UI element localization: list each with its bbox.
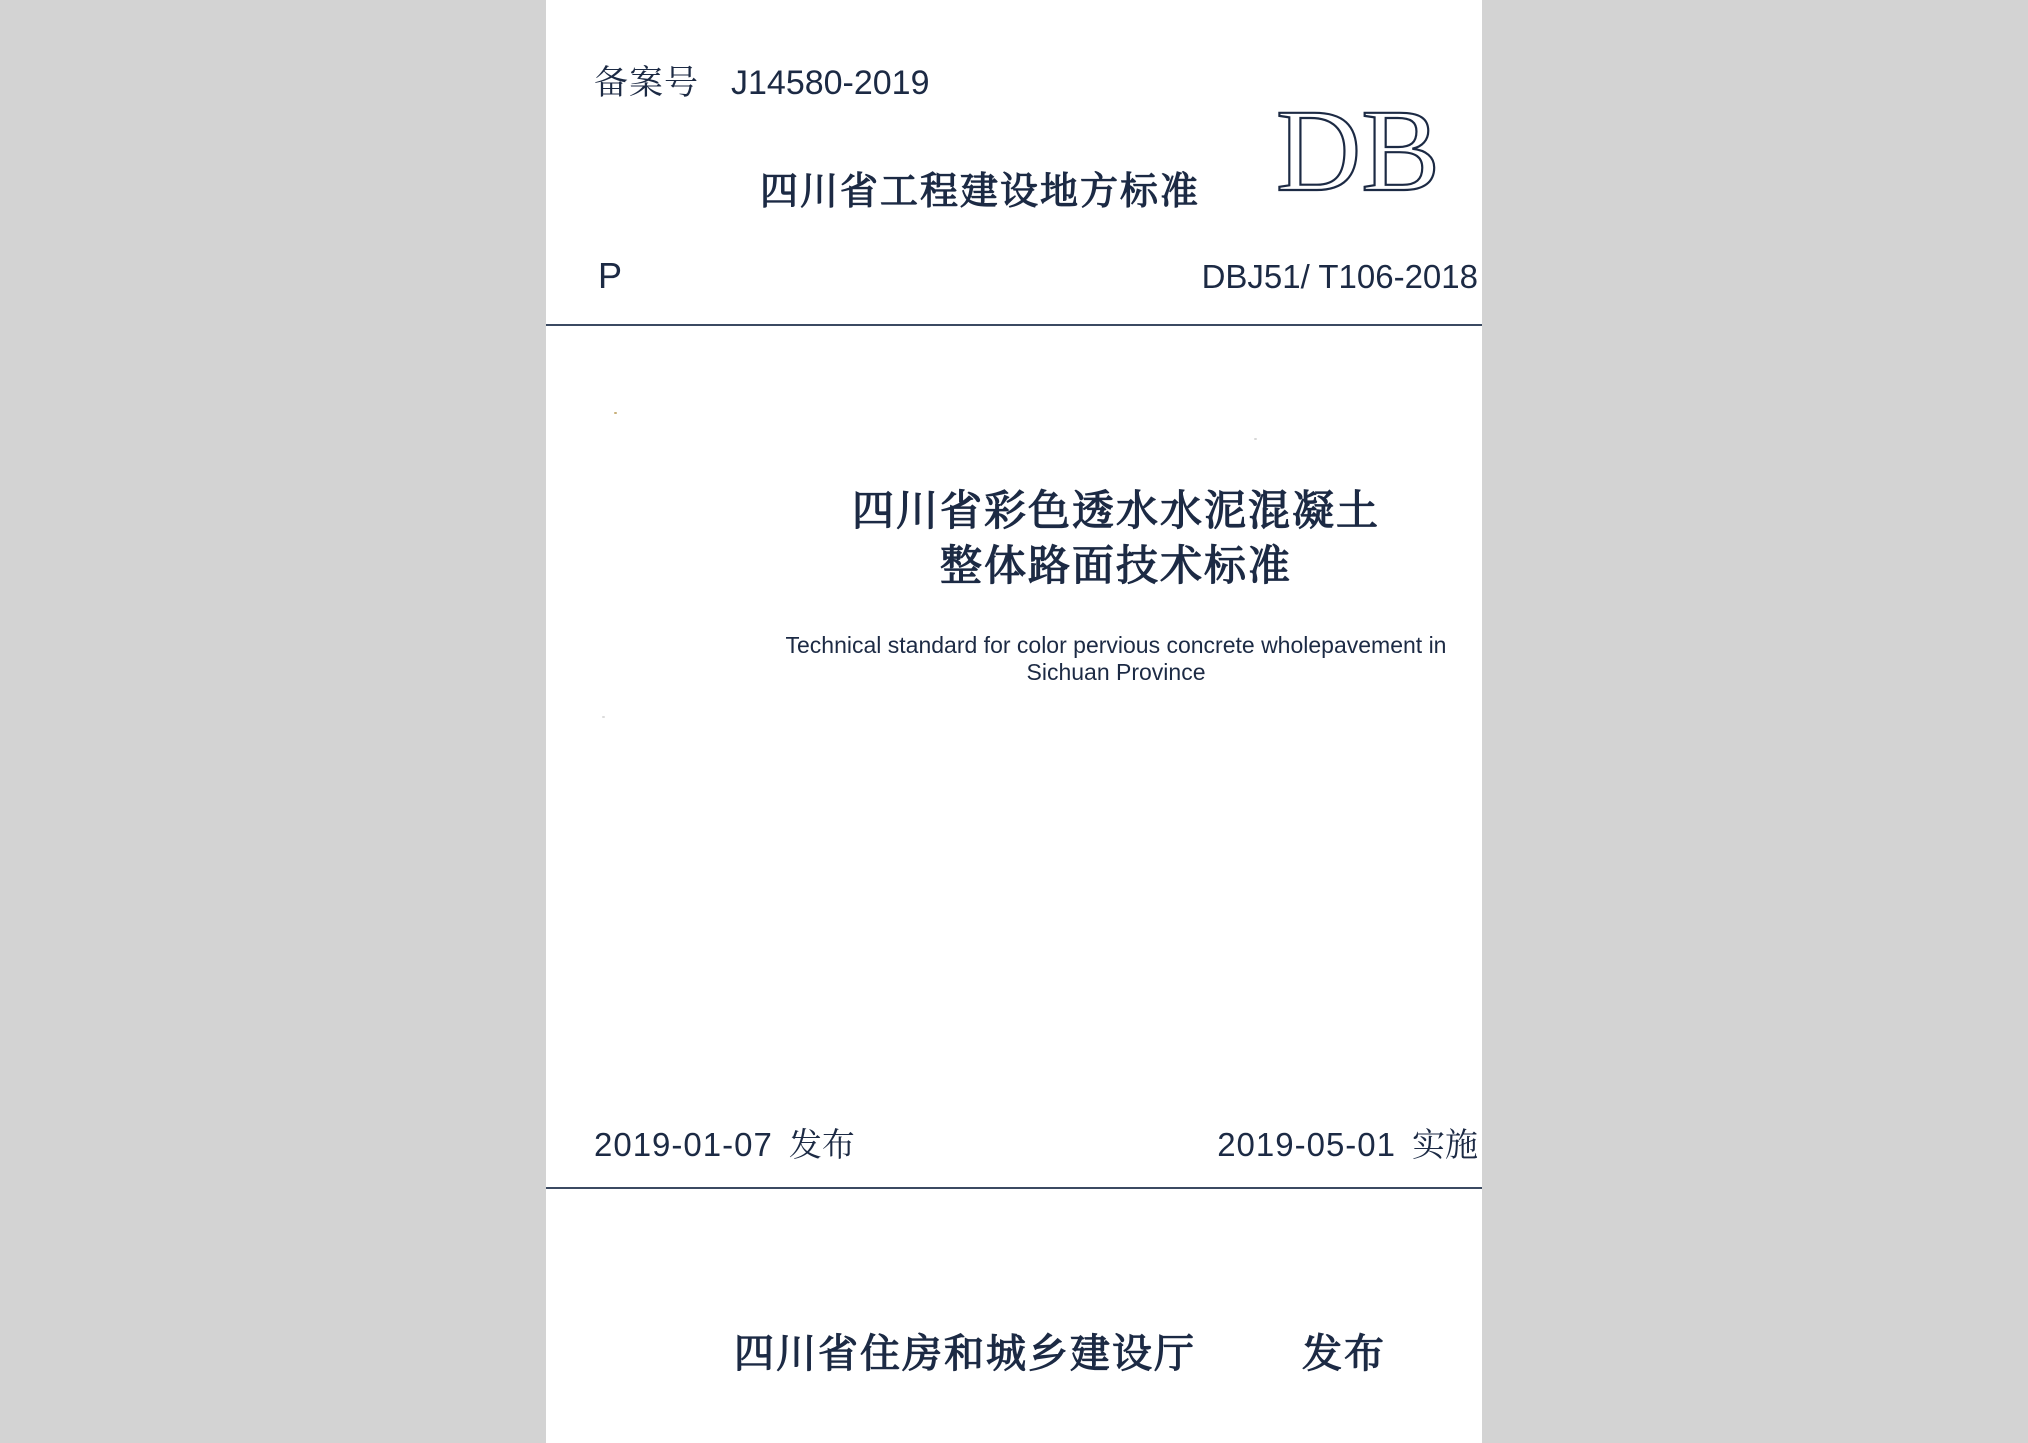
implement-label: 实施	[1412, 1125, 1478, 1164]
record-number: J14580-2019	[731, 64, 930, 102]
record-label: 备案号	[594, 63, 699, 103]
issue-date: 2019-01-07	[594, 1126, 773, 1163]
title-en-line1: Technical standard for color pervious concrete wholepavement in	[785, 632, 1447, 658]
classification-code: P	[598, 255, 623, 296]
implement-date-line	[1217, 1125, 1478, 1164]
header-divider	[546, 324, 1482, 326]
paper-speck	[1254, 438, 1257, 440]
issue-date-line	[594, 1125, 855, 1164]
document-page	[546, 0, 1482, 1443]
title-cn-line2: 整体路面技术标准	[939, 541, 1292, 590]
implement-date: 2019-05-01	[1217, 1126, 1396, 1163]
title-en-line2: Sichuan Province	[1026, 659, 1206, 685]
title-cn-line1: 四川省彩色透水水泥混凝土	[851, 486, 1380, 535]
standard-series: 四川省工程建设地方标准	[760, 169, 1201, 213]
paper-speck	[614, 412, 617, 414]
db-logo-text: DB	[1276, 98, 1440, 198]
footer-divider	[546, 1187, 1482, 1189]
standard-number: DBJ51/ T106-2018	[1201, 258, 1478, 295]
publish-label: 发布	[1302, 1331, 1386, 1377]
issue-label: 发布	[788, 1125, 855, 1164]
publisher-name: 四川省住房和城乡建设厅	[734, 1331, 1196, 1377]
db-logo	[1274, 98, 1482, 198]
paper-speck	[602, 716, 605, 718]
record-line	[594, 63, 930, 103]
